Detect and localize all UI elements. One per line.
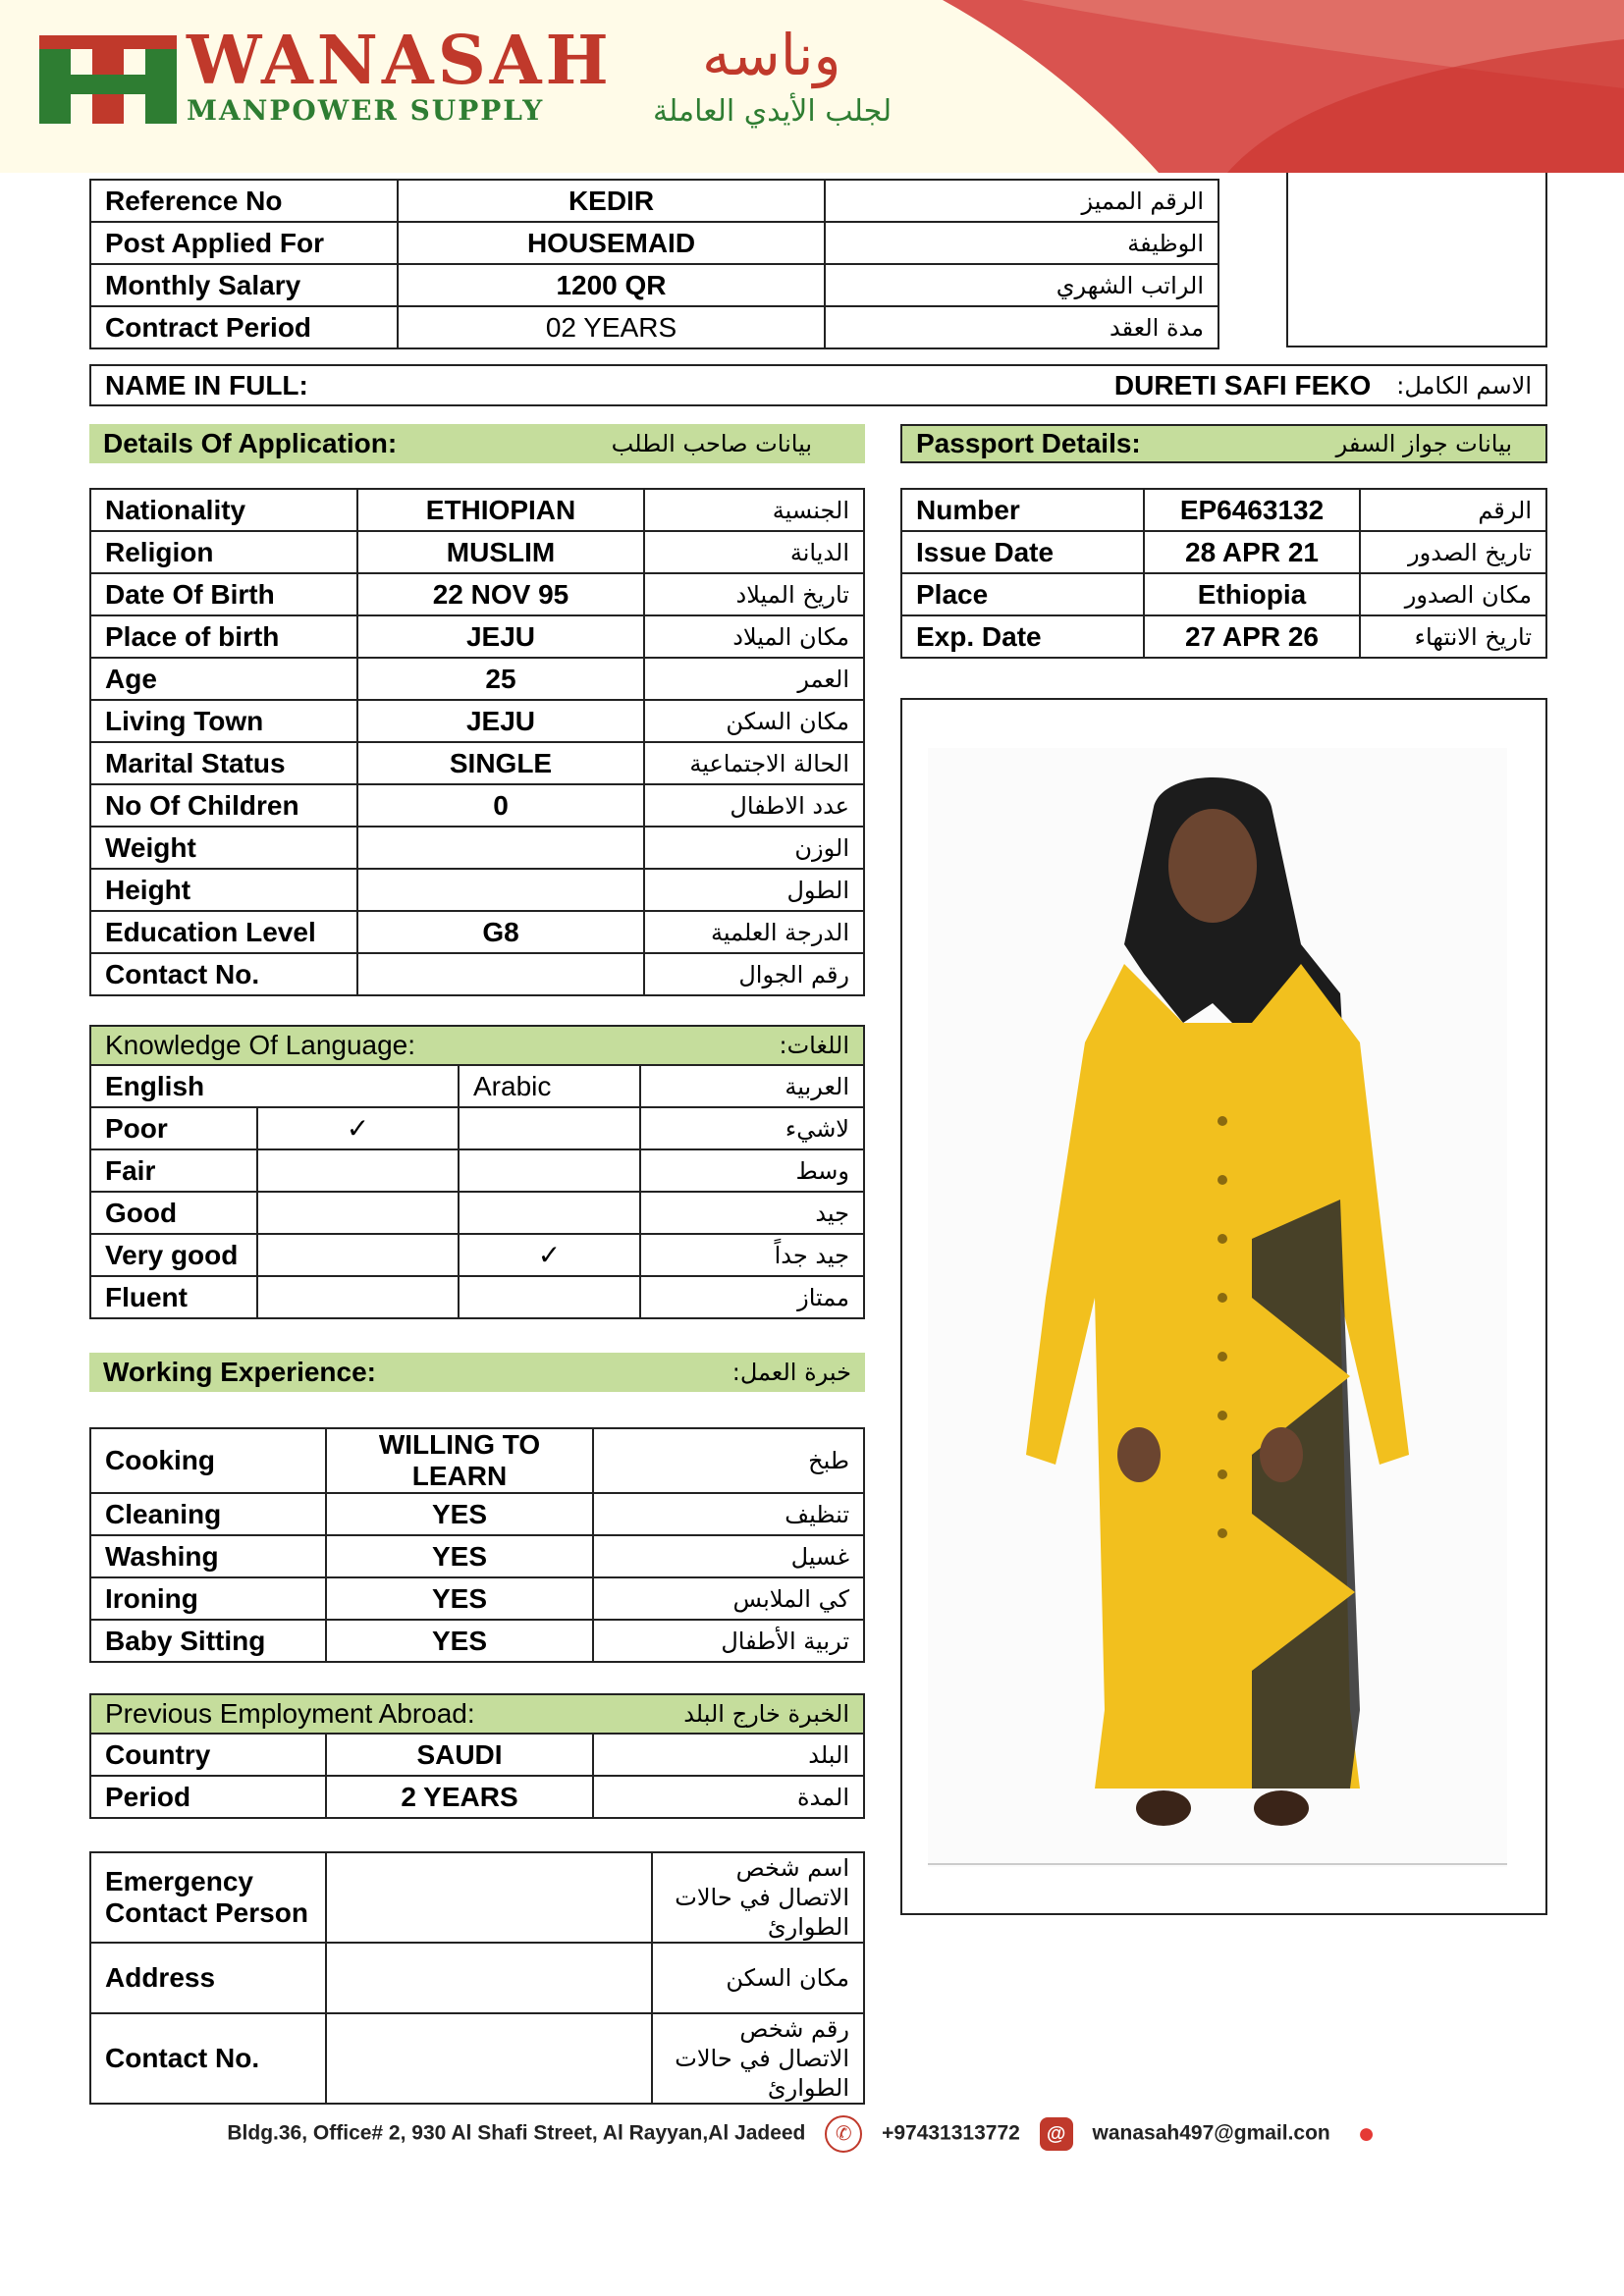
row-value: G8 — [357, 911, 644, 953]
row-label-ar: تاريخ الانتهاء — [1360, 615, 1546, 658]
table-row — [90, 531, 864, 573]
ref-value: KEDIR — [398, 180, 825, 222]
table-row — [90, 1852, 864, 1943]
table-row — [901, 573, 1546, 615]
small-photo-box — [1286, 173, 1547, 347]
row-label: Washing — [90, 1535, 326, 1577]
row-label: Baby Sitting — [90, 1620, 326, 1662]
row-label: Place — [901, 573, 1144, 615]
row-value: 22 NOV 95 — [357, 573, 644, 615]
table-row — [90, 869, 864, 911]
row-value: YES — [326, 1620, 593, 1662]
footer — [0, 2115, 1624, 2153]
row-value: JEJU — [357, 615, 644, 658]
row-label-ar: الجنسية — [644, 489, 864, 531]
table-row — [90, 1943, 864, 2013]
row-label: Address — [90, 1943, 326, 2013]
row-value: 27 APR 26 — [1144, 615, 1360, 658]
table-row — [90, 573, 864, 615]
row-label-ar: جيد — [640, 1192, 864, 1234]
brand-subtitle: MANPOWER SUPPLY — [187, 94, 545, 127]
table-row — [90, 1149, 864, 1192]
row-label-ar: مكان الميلاد — [644, 615, 864, 658]
row-label: Height — [90, 869, 357, 911]
row-value: MUSLIM — [357, 531, 644, 573]
arabic-level-mark — [459, 1149, 640, 1192]
letterhead — [0, 0, 1624, 173]
table-row — [90, 1234, 864, 1276]
arabic-level-mark — [459, 1276, 640, 1318]
row-label: Country — [90, 1734, 326, 1776]
top-info-table — [89, 179, 1219, 349]
table-row — [90, 1276, 864, 1318]
row-label-ar: تاريخ الميلاد — [644, 573, 864, 615]
table-row — [90, 1065, 864, 1107]
row-label: No Of Children — [90, 784, 357, 827]
passport-table — [900, 488, 1547, 659]
email-icon: @ — [1040, 2117, 1073, 2151]
english-level-mark — [257, 1192, 459, 1234]
table-row — [90, 1535, 864, 1577]
row-value: WILLING TO LEARN — [326, 1428, 593, 1493]
ref-ar: الرقم المميز — [825, 180, 1218, 222]
table-row — [90, 911, 864, 953]
table-row — [901, 615, 1546, 658]
language-title: Knowledge Of Language: — [105, 1030, 416, 1060]
table-row — [90, 615, 864, 658]
row-label: Cleaning — [90, 1493, 326, 1535]
previous-title: Previous Employment Abroad: — [105, 1698, 475, 1729]
table-row — [90, 700, 864, 742]
post-ar: الوظيفة — [825, 222, 1218, 264]
passport-title: Passport Details: — [916, 428, 1141, 458]
phone-icon: ✆ — [825, 2115, 862, 2153]
row-label: Education Level — [90, 911, 357, 953]
arabic-level-mark: ✓ — [459, 1234, 640, 1276]
salary-label: Monthly Salary — [90, 264, 398, 306]
application-title: Details Of Application: — [103, 428, 398, 458]
application-table — [89, 488, 865, 996]
previous-title-ar: الخبرة خارج البلد — [683, 1700, 849, 1728]
row-label: Date Of Birth — [90, 573, 357, 615]
row-label-ar: عدد الاطفال — [644, 784, 864, 827]
row-label-ar: المدة — [593, 1776, 864, 1818]
table-row — [90, 489, 864, 531]
full-name-ar: الاسم الكامل: — [1396, 371, 1532, 400]
row-label-ar: تاريخ الصدور — [1360, 531, 1546, 573]
row-label: Contact No. — [90, 2013, 326, 2104]
row-value: YES — [326, 1577, 593, 1620]
application-header — [89, 424, 865, 463]
row-label: Cooking — [90, 1428, 326, 1493]
previous-header — [89, 1693, 865, 1733]
row-label-ar: رقم شخص الاتصال في حالات الطوارئ — [652, 2013, 864, 2104]
row-label-ar: الحالة الاجتماعية — [644, 742, 864, 784]
full-name-row — [89, 364, 1547, 406]
contract-ar: مدة العقد — [825, 306, 1218, 348]
english-level-mark: ✓ — [257, 1107, 459, 1149]
table-row — [90, 827, 864, 869]
row-label: Place of birth — [90, 615, 357, 658]
row-label: Fair — [90, 1149, 257, 1192]
english-level-mark — [257, 1234, 459, 1276]
row-value: 2 YEARS — [326, 1776, 593, 1818]
row-label: Living Town — [90, 700, 357, 742]
row-label: Nationality — [90, 489, 357, 531]
table-row — [90, 784, 864, 827]
table-row — [90, 1428, 864, 1493]
row-value: 28 APR 21 — [1144, 531, 1360, 573]
table-row — [90, 222, 1218, 264]
table-row — [90, 953, 864, 995]
table-row — [901, 531, 1546, 573]
row-label: Religion — [90, 531, 357, 573]
row-label-ar: العمر — [644, 658, 864, 700]
row-value: 0 — [357, 784, 644, 827]
row-label-ar: لاشيء — [640, 1107, 864, 1149]
row-value — [326, 1852, 652, 1943]
row-value: EP6463132 — [1144, 489, 1360, 531]
salary-value: 1200 QR — [398, 264, 825, 306]
row-label: Poor — [90, 1107, 257, 1149]
logo-mark-icon — [39, 35, 177, 124]
english-level-mark — [257, 1149, 459, 1192]
table-row — [90, 264, 1218, 306]
brand-name: WANASAH — [187, 22, 613, 100]
row-label: Fluent — [90, 1276, 257, 1318]
row-label-ar: الرقم — [1360, 489, 1546, 531]
arabic-level-mark — [459, 1192, 640, 1234]
arabic-level-mark — [459, 1107, 640, 1149]
row-label: Emergency Contact Person — [90, 1852, 326, 1943]
row-label: Good — [90, 1192, 257, 1234]
footer-email: wanasah497@gmail.con — [1092, 2121, 1330, 2145]
english-level-mark — [257, 1276, 459, 1318]
row-label: Number — [901, 489, 1144, 531]
row-label: Marital Status — [90, 742, 357, 784]
row-label-ar: طبخ — [593, 1428, 864, 1493]
experience-title-ar: خبرة العمل: — [731, 1359, 851, 1386]
previous-table — [89, 1733, 865, 1819]
table-row — [90, 1734, 864, 1776]
contract-value: 02 YEARS — [398, 306, 825, 348]
row-label: Contact No. — [90, 953, 357, 995]
row-value: Ethiopia — [1144, 573, 1360, 615]
row-label-ar: تنظيف — [593, 1493, 864, 1535]
table-row — [90, 1776, 864, 1818]
table-row — [90, 2013, 864, 2104]
row-value: 25 — [357, 658, 644, 700]
table-row — [90, 1107, 864, 1149]
full-name-value: DURETI SAFI FEKO — [1113, 369, 1372, 400]
table-row — [90, 1192, 864, 1234]
table-row — [90, 306, 1218, 348]
table-row — [90, 658, 864, 700]
table-row — [90, 1493, 864, 1535]
row-label-ar: الوزن — [644, 827, 864, 869]
table-row — [90, 180, 1218, 222]
brand-name-arabic: وناسه — [702, 22, 841, 88]
lang-arabic-header: Arabic — [459, 1065, 640, 1107]
row-value — [357, 827, 644, 869]
contract-label: Contract Period — [90, 306, 398, 348]
row-label-ar: تربية الأطفال — [593, 1620, 864, 1662]
passport-header — [900, 424, 1547, 463]
ref-label: Reference No — [90, 180, 398, 222]
table-row — [90, 1577, 864, 1620]
row-value — [357, 869, 644, 911]
applicant-figure-icon — [928, 748, 1507, 1867]
emergency-table — [89, 1851, 865, 2105]
row-value: JEJU — [357, 700, 644, 742]
row-label-ar: البلد — [593, 1734, 864, 1776]
row-label-ar: الديانة — [644, 531, 864, 573]
row-label-ar: الطول — [644, 869, 864, 911]
row-label: Weight — [90, 827, 357, 869]
row-value — [326, 2013, 652, 2104]
application-title-ar: بيانات صاحب الطلب — [611, 430, 812, 457]
experience-title: Working Experience: — [103, 1357, 377, 1387]
row-label: Age — [90, 658, 357, 700]
row-label-ar: الدرجة العلمية — [644, 911, 864, 953]
row-value: SAUDI — [326, 1734, 593, 1776]
table-row — [901, 489, 1546, 531]
row-value: YES — [326, 1493, 593, 1535]
post-label: Post Applied For — [90, 222, 398, 264]
row-value: ETHIOPIAN — [357, 489, 644, 531]
row-label-ar: جيد جداً — [640, 1234, 864, 1276]
lang-arabic-header-ar: العربية — [640, 1065, 864, 1107]
lang-english-header: English — [90, 1065, 459, 1107]
row-label-ar: ممتاز — [640, 1276, 864, 1318]
post-value: HOUSEMAID — [398, 222, 825, 264]
row-label: Exp. Date — [901, 615, 1144, 658]
footer-phone: +97431313772 — [882, 2121, 1020, 2145]
row-label: Issue Date — [901, 531, 1144, 573]
language-title-ar: اللغات: — [779, 1032, 849, 1059]
table-row — [90, 1620, 864, 1662]
salary-ar: الراتب الشهري — [825, 264, 1218, 306]
experience-table — [89, 1427, 865, 1663]
row-value — [326, 1943, 652, 2013]
footer-address: Bldg.36, Office# 2, 930 Al Shafi Street, Al Rayyan,Al Jadeed — [227, 2121, 806, 2145]
applicant-photo — [928, 748, 1507, 1867]
brand-subtitle-arabic: لجلب الأيدي العاملة — [653, 94, 893, 129]
location-pin-icon: ● — [1350, 2117, 1383, 2151]
row-label: Very good — [90, 1234, 257, 1276]
row-label-ar: رقم الجوال — [644, 953, 864, 995]
row-label: Period — [90, 1776, 326, 1818]
row-label-ar: غسيل — [593, 1535, 864, 1577]
row-label-ar: كي الملابس — [593, 1577, 864, 1620]
row-label-ar: مكان السكن — [652, 1943, 864, 2013]
language-table — [89, 1064, 865, 1319]
passport-title-ar: بيانات جواز السفر — [1335, 430, 1512, 457]
table-row — [90, 742, 864, 784]
row-value: SINGLE — [357, 742, 644, 784]
row-label-ar: مكان السكن — [644, 700, 864, 742]
row-value — [357, 953, 644, 995]
row-label-ar: وسط — [640, 1149, 864, 1192]
row-label: Ironing — [90, 1577, 326, 1620]
experience-header — [89, 1353, 865, 1392]
row-label-ar: اسم شخص الاتصال في حالات الطوارئ — [652, 1852, 864, 1943]
row-value: YES — [326, 1535, 593, 1577]
full-name-label: NAME IN FULL: — [105, 369, 308, 400]
language-header — [89, 1025, 865, 1064]
row-label-ar: مكان الصدور — [1360, 573, 1546, 615]
